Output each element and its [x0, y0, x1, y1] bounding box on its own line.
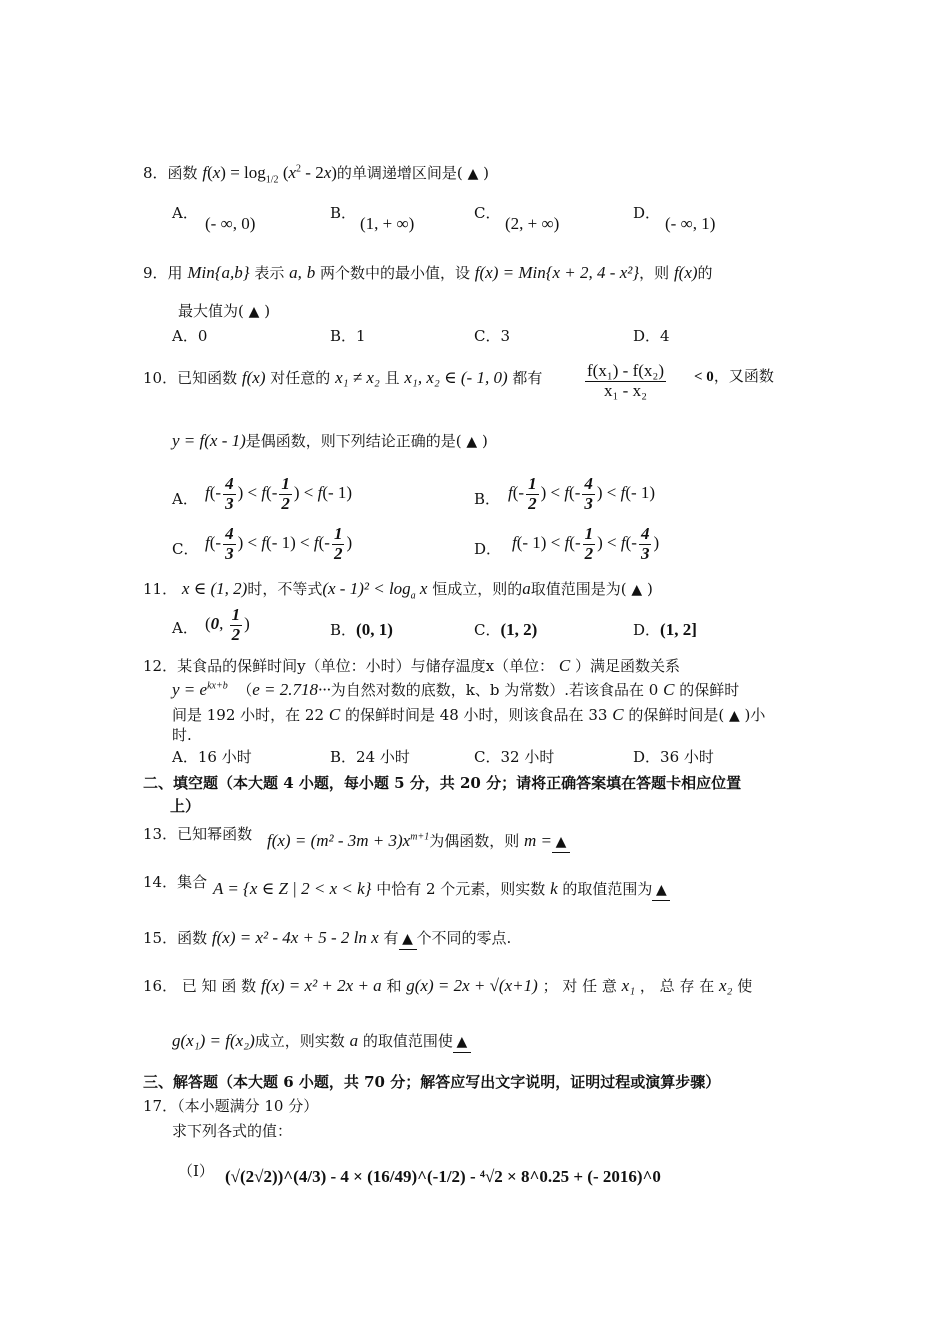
option-a-text: (- ∞, 0)	[205, 214, 256, 233]
option-b: B．	[330, 204, 357, 222]
question-14-formula: A = {x ∈ Z | 2 < x < k} 中恰有 2 个元素，则实数 k 的取值范围为 ▲	[213, 878, 670, 901]
question-17: 17．（本小题满分 10 分）	[143, 1097, 319, 1115]
option-d: D．	[633, 204, 661, 222]
question-16: 16． 已 知 函 数 f(x) = x² + 2x + a 和 g(x) = 2x + √(x+1) ； 对 任 意 x₁ ， 总 存 在 x₂ 使	[143, 976, 753, 995]
question-10: 10．已知函数 f(x) 对任意的 x₁ ≠ x₂ 且 x₁, x₂ ∈ (- 1, 0) 都有	[143, 368, 543, 387]
option-d: D．(1, 2]	[633, 620, 697, 639]
question-9-line2: 最大值为( ▲ )	[178, 302, 271, 320]
question-14: 14．集合	[143, 873, 208, 891]
question-17-part-1: （Ⅰ）	[178, 1162, 214, 1180]
question-10-tail: < 0，又函数	[694, 367, 774, 385]
option-d: D．36 小时	[633, 748, 714, 766]
option-b-formula: f(- $\frac{1}{2}$ ) < f(- $\frac{4}{3}$ ) < f(- 1)	[508, 474, 656, 513]
option-b: B．(0, 1)	[330, 620, 393, 639]
formula-f: f(x) = Min{x + 2, 4 - x²}	[474, 263, 640, 282]
option-b: B．1	[330, 327, 366, 345]
option-a-formula: (0, $\frac{1}{2}$ )	[205, 605, 250, 644]
question-9: 9．用 Min{a,b} 表示 a, b 两个数中的最小值，设 f(x) = Min{x + 2, 4 - x²}，则 f(x)的	[143, 263, 713, 282]
question-13-formula: $f(x) = (m^2 - 3m + 3)x^{m+1}$为偶函数，则 m = ▲	[267, 830, 570, 853]
option-b-text: (1, + ∞)	[360, 214, 415, 233]
answer-marker: ▲	[248, 304, 260, 320]
answer-marker: ▲	[467, 166, 479, 182]
question-12-line2: $y = e^{kx+b}$ （e = 2.718···为自然对数的底数，k、b 为常数）.若该食品在 0 C 的保鲜时	[172, 680, 740, 699]
question-12-line4: 时.	[172, 726, 192, 744]
question-number: 8．	[143, 164, 168, 182]
question-13: 13．已知幂函数	[143, 825, 253, 843]
option-d: D．4	[633, 327, 670, 345]
answer-blank: ▲	[555, 834, 567, 850]
formula: $f(x) = \log_{1/2} (x^2 - 2x)$	[202, 163, 337, 186]
option-b: B．	[474, 490, 501, 508]
option-a: A．0	[172, 327, 208, 345]
answer-marker: ▲	[466, 434, 478, 450]
question-16-line2: g(x₁) = f(x₂)成立，则实数 a 的取值范围使 ▲	[172, 1030, 471, 1053]
section-2-heading-cont: 上）	[170, 797, 201, 815]
option-c: C．	[474, 204, 501, 222]
option-d: D．	[474, 540, 502, 558]
question-11: 11． x ∈ (1, 2)时，不等式$(x - 1)^2 < \log_a x$ 恒成立，则的a取值范围是为( ▲ )	[143, 579, 653, 602]
option-b: B．24 小时	[330, 748, 410, 766]
option-a: A．16 小时	[172, 748, 252, 766]
formula-min: Min{a,b}	[187, 263, 250, 282]
option-a: A．	[172, 619, 198, 637]
option-c-formula: f(- $\frac{4}{3}$ ) < f(- 1) < f(- $\frac{1}{2}$ )	[205, 524, 353, 563]
option-c-text: (2, + ∞)	[505, 214, 560, 233]
question-12-line3: 间是 192 小时，在 22 C 的保鲜时间是 48 小时，则该食品在 33 C 的保鲜时间是( ▲ )小	[172, 705, 766, 724]
option-c: C．	[172, 540, 199, 558]
question-17-prompt: 求下列各式的值：	[172, 1122, 293, 1140]
question-8: 8．函数 $f(x) = \log_{1/2} (x^2 - 2x)$的单调递增区间是( ▲ )	[143, 163, 489, 186]
question-12: 12．某食品的保鲜时间y（单位：小时）与储存温度x（单位： C ）满足函数关系	[143, 656, 680, 675]
answer-marker: ▲	[728, 708, 740, 724]
answer-blank: ▲	[402, 931, 413, 947]
section-2-heading: 二、填空题（本大题 4 小题，每小题 5 分，共 20 分；请将正确答案填在答题卡相应位置	[143, 774, 742, 792]
option-a: A．	[172, 204, 198, 222]
fraction-condition: $\frac{\text{f(x₁) - f(x₂)}}{\text{x₁ - x₂}}$	[587, 361, 664, 400]
answer-marker: ▲	[631, 582, 643, 598]
option-a-formula: f(- $\frac{4}{3}$ ) < f(- $\frac{1}{2}$ ) < f(- 1)	[205, 474, 353, 513]
option-d-formula: f(- 1) < f(- $\frac{1}{2}$ ) < f(- $\frac{4}{3}$ )	[512, 524, 660, 563]
section-3-heading: 三、解答题（本大题 6 小题，共 70 分；解答应写出文字说明，证明过程或演算步骤）	[143, 1073, 721, 1091]
question-10-line2: y = f(x - 1)是偶函数，则下列结论正确的是( ▲ )	[172, 431, 488, 450]
option-c: C．32 小时	[474, 748, 555, 766]
option-c: C．(1, 2)	[474, 620, 538, 639]
answer-blank: ▲	[656, 882, 667, 898]
option-a: A．	[172, 490, 198, 508]
answer-blank: ▲	[456, 1034, 468, 1050]
question-17-expression: (√(2√2))^(4/3) - 4 × (16/49)^(-1/2) - ⁴√2 × 8^0.25 + (- 2016)^0	[225, 1167, 661, 1186]
option-d-text: (- ∞, 1)	[665, 214, 716, 233]
option-c: C．3	[474, 327, 511, 345]
question-15: 15．函数 f(x) = x² - 4x + 5 - 2 ln x 有 ▲ 个不同的零点.	[143, 927, 511, 950]
